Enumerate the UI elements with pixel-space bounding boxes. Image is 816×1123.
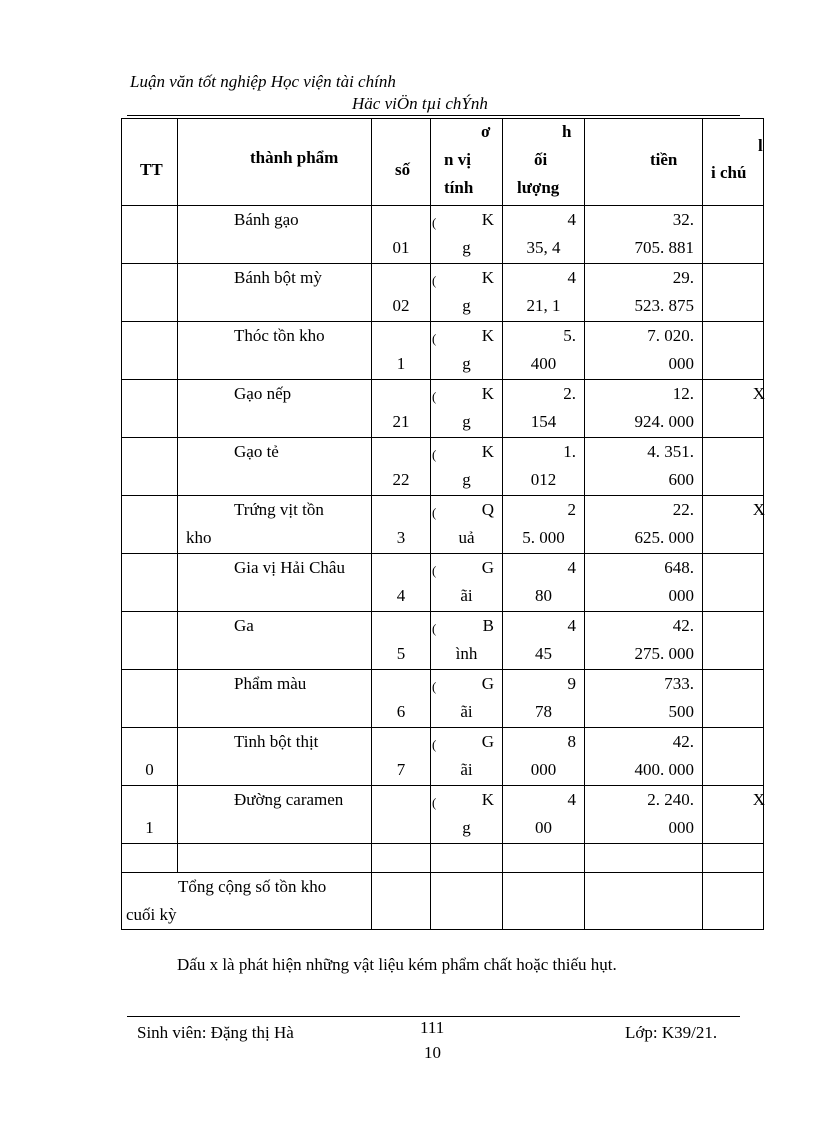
cell-total-label (122, 873, 372, 930)
cell-amount (585, 496, 703, 554)
tt-value (122, 408, 177, 436)
code-value: 22 (392, 470, 410, 489)
cell-qty (503, 786, 585, 844)
cell-name (178, 496, 372, 554)
amount-bottom: 523. 875 (634, 296, 694, 315)
header-qty-top: h (562, 122, 572, 141)
item-name: Phẩm màu (234, 674, 307, 693)
item-name-cont (178, 292, 371, 320)
qty-top: 4 (567, 210, 576, 229)
cell-unit (431, 264, 503, 322)
header-tt (122, 119, 178, 206)
tt-value (122, 640, 177, 668)
cell-tt (122, 438, 178, 496)
qty-bottom: 35, 4 (526, 238, 561, 257)
cell-unit (431, 496, 503, 554)
cell-note (703, 786, 764, 844)
cell-qty (503, 438, 585, 496)
unit-top: G (481, 674, 494, 693)
cell-tt (122, 554, 178, 612)
tt-value: 0 (145, 760, 154, 779)
inventory-table (121, 118, 764, 930)
cell-amount (585, 728, 703, 786)
cell-note (703, 264, 764, 322)
amount-top: 32. (672, 210, 694, 229)
unit-bottom: g (462, 412, 471, 431)
qty-bottom: 00 (535, 818, 552, 837)
cell-amount (585, 786, 703, 844)
table-row (122, 322, 764, 380)
qty-top: 5. (563, 326, 576, 345)
amount-bottom: 924. 000 (634, 412, 694, 431)
header-amount-label: tiền (650, 150, 678, 169)
header-qty (503, 119, 585, 206)
cell-name (178, 264, 372, 322)
defect-mark: X (752, 500, 765, 519)
cell-unit (431, 728, 503, 786)
code-value: 21 (392, 412, 410, 431)
unit-marker: ( (432, 505, 437, 520)
header-note-top: l (758, 136, 763, 155)
table-row (122, 612, 764, 670)
unit-marker: ( (432, 215, 437, 230)
cell-tt (122, 264, 178, 322)
table-header-row (122, 119, 764, 206)
table-row (122, 670, 764, 728)
header-tt-label: TT (140, 160, 163, 179)
cell-note (703, 438, 764, 496)
unit-marker: ( (432, 621, 437, 636)
item-name-cont (178, 234, 371, 262)
unit-bottom: g (462, 354, 471, 373)
table-row-total (122, 873, 764, 930)
unit-marker: ( (432, 389, 437, 404)
header-name-label: thành phẩm (250, 148, 339, 167)
table-row (122, 496, 764, 554)
qty-bottom: 80 (535, 586, 552, 605)
cell-tt (122, 206, 178, 264)
amount-top: 7. 020. (647, 326, 694, 345)
item-name: Gia vị Hải Châu (234, 558, 345, 577)
cell-name (178, 322, 372, 380)
cell-unit (431, 322, 503, 380)
cell-amount (585, 554, 703, 612)
footnote: Dấu x là phát hiện những vật liệu kém phẩm chất hoặc thiếu hụt. (177, 955, 617, 974)
running-header-title: Luận văn tốt nghiệp Học viện tài chính (130, 72, 396, 91)
cell-amount (585, 380, 703, 438)
cell-amount (585, 670, 703, 728)
item-name: Thóc tồn kho (234, 326, 325, 345)
amount-bottom: 600 (668, 470, 694, 489)
header-unit-top: ơ (481, 122, 491, 141)
cell-unit (431, 438, 503, 496)
cell-amount (585, 206, 703, 264)
cell-amount (585, 438, 703, 496)
unit-top: K (481, 384, 494, 403)
tt-value (122, 582, 177, 610)
tt-value (122, 350, 177, 378)
cell-qty (503, 322, 585, 380)
tt-value (122, 524, 177, 552)
qty-top: 1. (563, 442, 576, 461)
cell-tt (122, 786, 178, 844)
unit-bottom: ình (455, 644, 478, 663)
amount-top: 648. (664, 558, 694, 577)
header-name (178, 119, 372, 206)
footer-student: Sinh viên: Đặng thị Hà (137, 1023, 294, 1042)
qty-bottom: 78 (535, 702, 552, 721)
cell-code (372, 264, 431, 322)
footer-class: Lớp: K39/21. (625, 1023, 718, 1042)
cell-note (703, 728, 764, 786)
amount-bottom: 000 (668, 586, 694, 605)
item-name: Trứng vịt tồn (234, 500, 324, 519)
unit-top: K (481, 326, 494, 345)
unit-bottom: ãi (460, 702, 473, 721)
cell-code (372, 554, 431, 612)
header-code-label: số (395, 160, 411, 179)
running-header-garbled: Häc viÖn tµi chÝnh (352, 94, 488, 113)
table-row-blank (122, 844, 764, 873)
amount-top: 12. (672, 384, 694, 403)
qty-top: 4 (567, 790, 576, 809)
table-row (122, 728, 764, 786)
unit-marker: ( (432, 563, 437, 578)
unit-bottom: g (462, 296, 471, 315)
header-amount (585, 119, 703, 206)
code-value (372, 814, 430, 842)
tt-value (122, 466, 177, 494)
code-value: 6 (396, 702, 406, 721)
unit-top: G (481, 558, 494, 577)
total-label-line2: cuối kỳ (126, 905, 177, 924)
table-row (122, 206, 764, 264)
cell-amount (585, 612, 703, 670)
amount-top: 2. 240. (647, 790, 694, 809)
unit-top: G (481, 732, 494, 751)
cell-note (703, 554, 764, 612)
unit-top: Q (481, 500, 494, 519)
item-name: Gạo nếp (234, 384, 292, 403)
tt-value: 1 (145, 818, 154, 837)
unit-marker: ( (432, 331, 437, 346)
cell-qty (503, 206, 585, 264)
header-unit (431, 119, 503, 206)
unit-bottom: g (462, 470, 471, 489)
header-unit-bot: tính (444, 178, 474, 197)
unit-bottom: ãi (460, 760, 473, 779)
qty-top: 2. (563, 384, 576, 403)
cell-code (372, 380, 431, 438)
cell-code (372, 670, 431, 728)
table-row (122, 380, 764, 438)
item-name-cont (178, 408, 371, 436)
table-row (122, 438, 764, 496)
table-row (122, 786, 764, 844)
qty-bottom: 45 (535, 644, 552, 663)
defect-mark: X (752, 790, 765, 809)
item-name: Đường caramen (234, 790, 344, 809)
qty-bottom: 21, 1 (526, 296, 561, 315)
amount-bottom: 000 (668, 354, 694, 373)
tt-value (122, 292, 177, 320)
unit-bottom: ãi (460, 586, 473, 605)
cell-amount (585, 322, 703, 380)
cell-code (372, 206, 431, 264)
amount-bottom: 000 (668, 818, 694, 837)
header-note (703, 119, 764, 206)
item-name-cont (178, 582, 371, 610)
footer-page-top: 111 (420, 1018, 445, 1037)
table-row (122, 554, 764, 612)
code-value: 02 (392, 296, 410, 315)
cell-note (703, 612, 764, 670)
cell-amount (585, 264, 703, 322)
cell-tt (122, 380, 178, 438)
cell-code (372, 322, 431, 380)
item-name-cont (178, 350, 371, 378)
header-unit-mid: n vị (444, 150, 471, 169)
cell-tt (122, 322, 178, 380)
item-name: Bánh gạo (234, 210, 299, 229)
qty-bottom: 400 (530, 354, 557, 373)
cell-tt (122, 496, 178, 554)
unit-bottom: uả (458, 528, 475, 547)
amount-top: 733. (664, 674, 694, 693)
header-rule (127, 115, 740, 116)
amount-bottom: 500 (668, 702, 694, 721)
cell-code (372, 786, 431, 844)
header-note-mid: i chú (711, 163, 747, 182)
cell-unit (431, 670, 503, 728)
cell-name (178, 380, 372, 438)
code-value: 1 (396, 354, 406, 373)
cell-qty (503, 496, 585, 554)
table-row (122, 264, 764, 322)
unit-bottom: g (462, 238, 471, 257)
unit-top: K (481, 210, 494, 229)
qty-top: 4 (567, 558, 576, 577)
cell-name (178, 612, 372, 670)
unit-bottom: g (462, 818, 471, 837)
cell-qty (503, 612, 585, 670)
item-name-cont (178, 698, 371, 726)
amount-bottom: 705. 881 (634, 238, 694, 257)
cell-name (178, 554, 372, 612)
cell-qty (503, 728, 585, 786)
header-qty-mid: ối (534, 150, 548, 169)
cell-name (178, 206, 372, 264)
unit-marker: ( (432, 679, 437, 694)
cell-qty (503, 380, 585, 438)
amount-top: 22. (672, 500, 694, 519)
amount-top: 29. (672, 268, 694, 287)
amount-top: 42. (672, 732, 694, 751)
cell-unit (431, 786, 503, 844)
cell-code (372, 728, 431, 786)
cell-code (372, 438, 431, 496)
qty-bottom: 5. 000 (522, 528, 565, 547)
item-name: Tinh bột thịt (234, 732, 319, 751)
footer-page-bottom: 10 (424, 1043, 441, 1062)
total-label-line1: Tổng cộng số tồn kho (178, 877, 327, 896)
unit-top: K (481, 268, 494, 287)
cell-note (703, 206, 764, 264)
qty-top: 4 (567, 268, 576, 287)
unit-top: K (481, 442, 494, 461)
amount-top: 4. 351. (647, 442, 694, 461)
code-value: 5 (396, 644, 406, 663)
code-value: 01 (392, 238, 410, 257)
cell-qty (503, 264, 585, 322)
unit-marker: ( (432, 737, 437, 752)
cell-qty (503, 554, 585, 612)
cell-code (372, 496, 431, 554)
item-name: Ga (234, 616, 254, 635)
qty-top: 4 (567, 616, 576, 635)
cell-tt (122, 670, 178, 728)
cell-qty (503, 670, 585, 728)
item-name: Bánh bột mỳ (234, 268, 322, 287)
footer-rule (127, 1016, 740, 1017)
header-qty-bot: lượng (517, 178, 560, 197)
cell-note (703, 380, 764, 438)
unit-marker: ( (432, 795, 437, 810)
cell-unit (431, 554, 503, 612)
qty-bottom: 012 (530, 470, 557, 489)
cell-note (703, 670, 764, 728)
cell-name (178, 438, 372, 496)
qty-bottom: 154 (530, 412, 557, 431)
amount-bottom: 275. 000 (634, 644, 694, 663)
cell-tt (122, 728, 178, 786)
item-name-cont (178, 466, 371, 494)
tt-value (122, 234, 177, 262)
cell-name (178, 728, 372, 786)
unit-marker: ( (432, 273, 437, 288)
code-value: 7 (396, 760, 406, 779)
qty-top: 9 (567, 674, 576, 693)
unit-top: K (481, 790, 494, 809)
cell-name (178, 670, 372, 728)
header-code (372, 119, 431, 206)
cell-unit (431, 612, 503, 670)
cell-note (703, 496, 764, 554)
unit-marker: ( (432, 447, 437, 462)
item-name: Gạo tẻ (234, 442, 279, 461)
defect-mark: X (752, 384, 765, 403)
amount-bottom: 400. 000 (634, 760, 694, 779)
cell-unit (431, 380, 503, 438)
qty-bottom: 000 (530, 760, 557, 779)
cell-unit (431, 206, 503, 264)
amount-top: 42. (672, 616, 694, 635)
qty-top: 8 (567, 732, 576, 751)
unit-top: B (482, 616, 494, 635)
code-value: 3 (396, 528, 406, 547)
cell-code (372, 612, 431, 670)
cell-note (703, 322, 764, 380)
tt-value (122, 698, 177, 726)
qty-top: 2 (567, 500, 576, 519)
code-value: 4 (396, 586, 406, 605)
cell-name (178, 786, 372, 844)
item-name-cont (178, 814, 371, 842)
item-name-cont (178, 756, 371, 784)
item-name-cont: kho (186, 528, 212, 547)
item-name-cont (178, 640, 371, 668)
amount-bottom: 625. 000 (634, 528, 694, 547)
cell-tt (122, 612, 178, 670)
